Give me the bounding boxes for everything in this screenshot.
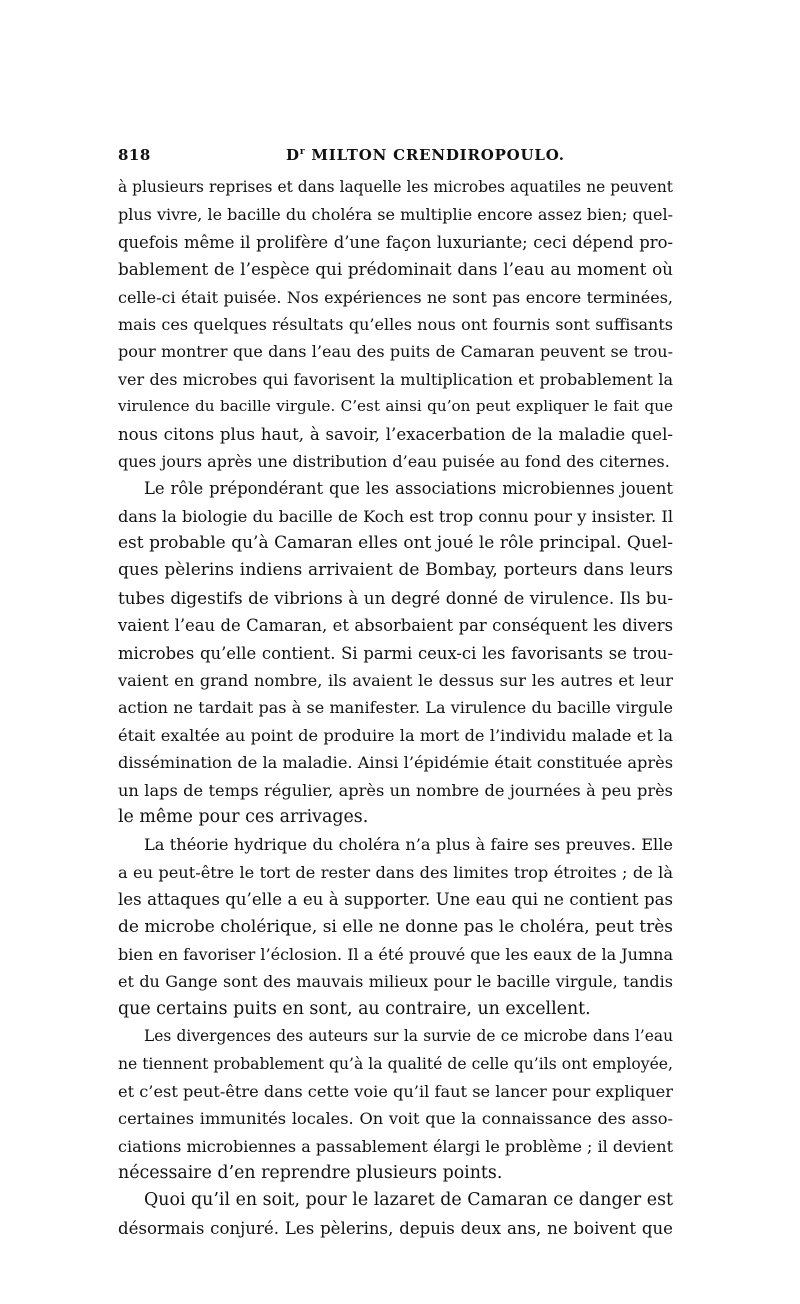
text-line: désormais conjuré. Les pèlerins, depuis deux ans, ne boivent que — [118, 1218, 673, 1238]
text-line: un laps de temps régulier, après un nombre de journées à peu près — [118, 780, 673, 800]
text-line: les attaques qu’elle a eu à supporter. Une eau qui ne contient pas — [118, 890, 673, 910]
text-line: nécessaire d’en reprendre plusieurs points. — [118, 1163, 503, 1184]
text-line: a eu peut-être le tort de rester dans des limites trop étroites ; de là — [118, 862, 673, 882]
author-prefix-superscript: r — [299, 147, 306, 157]
text-line: et du Gange sont des mauvais milieux pour le bacille virgule, tandis — [118, 972, 673, 992]
text-line: Quoi qu’il en soit, pour le lazaret de Camaran ce danger est — [144, 1190, 673, 1211]
text-line: que certains puits en sont, au contraire, un excellent. — [118, 998, 591, 1019]
text-line: ne tiennent probablement qu’à la qualité de celle qu’ils ont employée, — [118, 1054, 673, 1073]
text-line: pour montrer que dans l’eau des puits de Camaran peuvent se trou- — [118, 342, 673, 362]
text-line: celle-ci était puisée. Nos expériences ne sont pas encore terminées, — [118, 287, 673, 307]
text-line: ciations microbiennes a passablement élargi le problème ; il devient — [118, 1136, 673, 1156]
text-line: et c’est peut-être dans cette voie qu’il faut se lancer pour expliquer — [118, 1081, 673, 1101]
body-text — [118, 174, 673, 1242]
text-line: le même pour ces arrivages. — [118, 806, 369, 827]
text-line: dissémination de la maladie. Ainsi l’épidémie était constituée après — [118, 753, 673, 773]
text-line: était exaltée au point de produire la mort de l’individu malade et la — [118, 725, 673, 745]
author-prefix: D — [286, 146, 300, 164]
text-line: de microbe cholérique, si elle ne donne pas le choléra, peut très — [118, 916, 673, 937]
text-line: bablement de l’espèce qui prédominait dans l’eau au moment où — [118, 259, 673, 280]
text-line: plus vivre, le bacille du choléra se multiplie encore assez bien; quel- — [118, 205, 673, 225]
text-line: vaient l’eau de Camaran, et absorbaient par conséquent les divers — [118, 616, 673, 636]
text-line: vaient en grand nombre, ils avaient le dessus sur les autres et leur — [118, 671, 673, 691]
text-line: action ne tardait pas à se manifester. La virulence du bacille virgule — [118, 698, 673, 718]
page-header — [118, 146, 673, 170]
text-line: dans la biologie du bacille de Koch est trop connu pour y insister. Il — [118, 506, 673, 526]
text-line: à plusieurs reprises et dans laquelle les microbes aquatiles ne peuvent — [118, 178, 673, 196]
text-line: ques pèlerins indiens arrivaient de Bombay, porteurs dans leurs — [118, 560, 673, 581]
text-line: bien en favoriser l’éclosion. Il a été prouvé que les eaux de la Jumna — [118, 944, 673, 964]
text-line: ver des microbes qui favorisent la multiplication et probablement la — [118, 369, 673, 389]
text-line: Les divergences des auteurs sur la survie de ce microbe dans l’eau — [144, 1027, 673, 1046]
text-line: tubes digestifs de vibrions à un degré donné de virulence. Ils bu- — [118, 587, 673, 608]
text-line: quefois même il prolifère d’une façon luxuriante; ceci dépend pro- — [118, 232, 673, 252]
text-line: virulence du bacille virgule. C’est ainsi qu’on peut expliquer le fait que — [118, 397, 673, 416]
text-line: Le rôle prépondérant que les associations microbiennes jouent — [144, 479, 673, 499]
text-line: certaines immunités locales. On voit que la connaissance des asso- — [118, 1109, 673, 1129]
text-line: est probable qu’à Camaran elles ont joué le rôle principal. Quel- — [118, 533, 673, 554]
page-number: 818 — [118, 146, 151, 164]
text-line: ques jours après une distribution d’eau puisée au fond des citernes. — [118, 451, 670, 471]
text-line: nous citons plus haut, à savoir, l’exacerbation de la maladie quel- — [118, 424, 673, 444]
text-line: microbes qu’elle contient. Si parmi ceux-ci les favorisants se trou- — [118, 643, 673, 663]
text-line: mais ces quelques résultats qu’elles nous ont fournis sont suffisants — [118, 314, 673, 334]
author-name: MILTON CRENDIROPOULO. — [311, 146, 565, 164]
text-line: La théorie hydrique du choléra n’a plus à faire ses preuves. Elle — [144, 835, 673, 855]
running-head — [286, 146, 565, 164]
